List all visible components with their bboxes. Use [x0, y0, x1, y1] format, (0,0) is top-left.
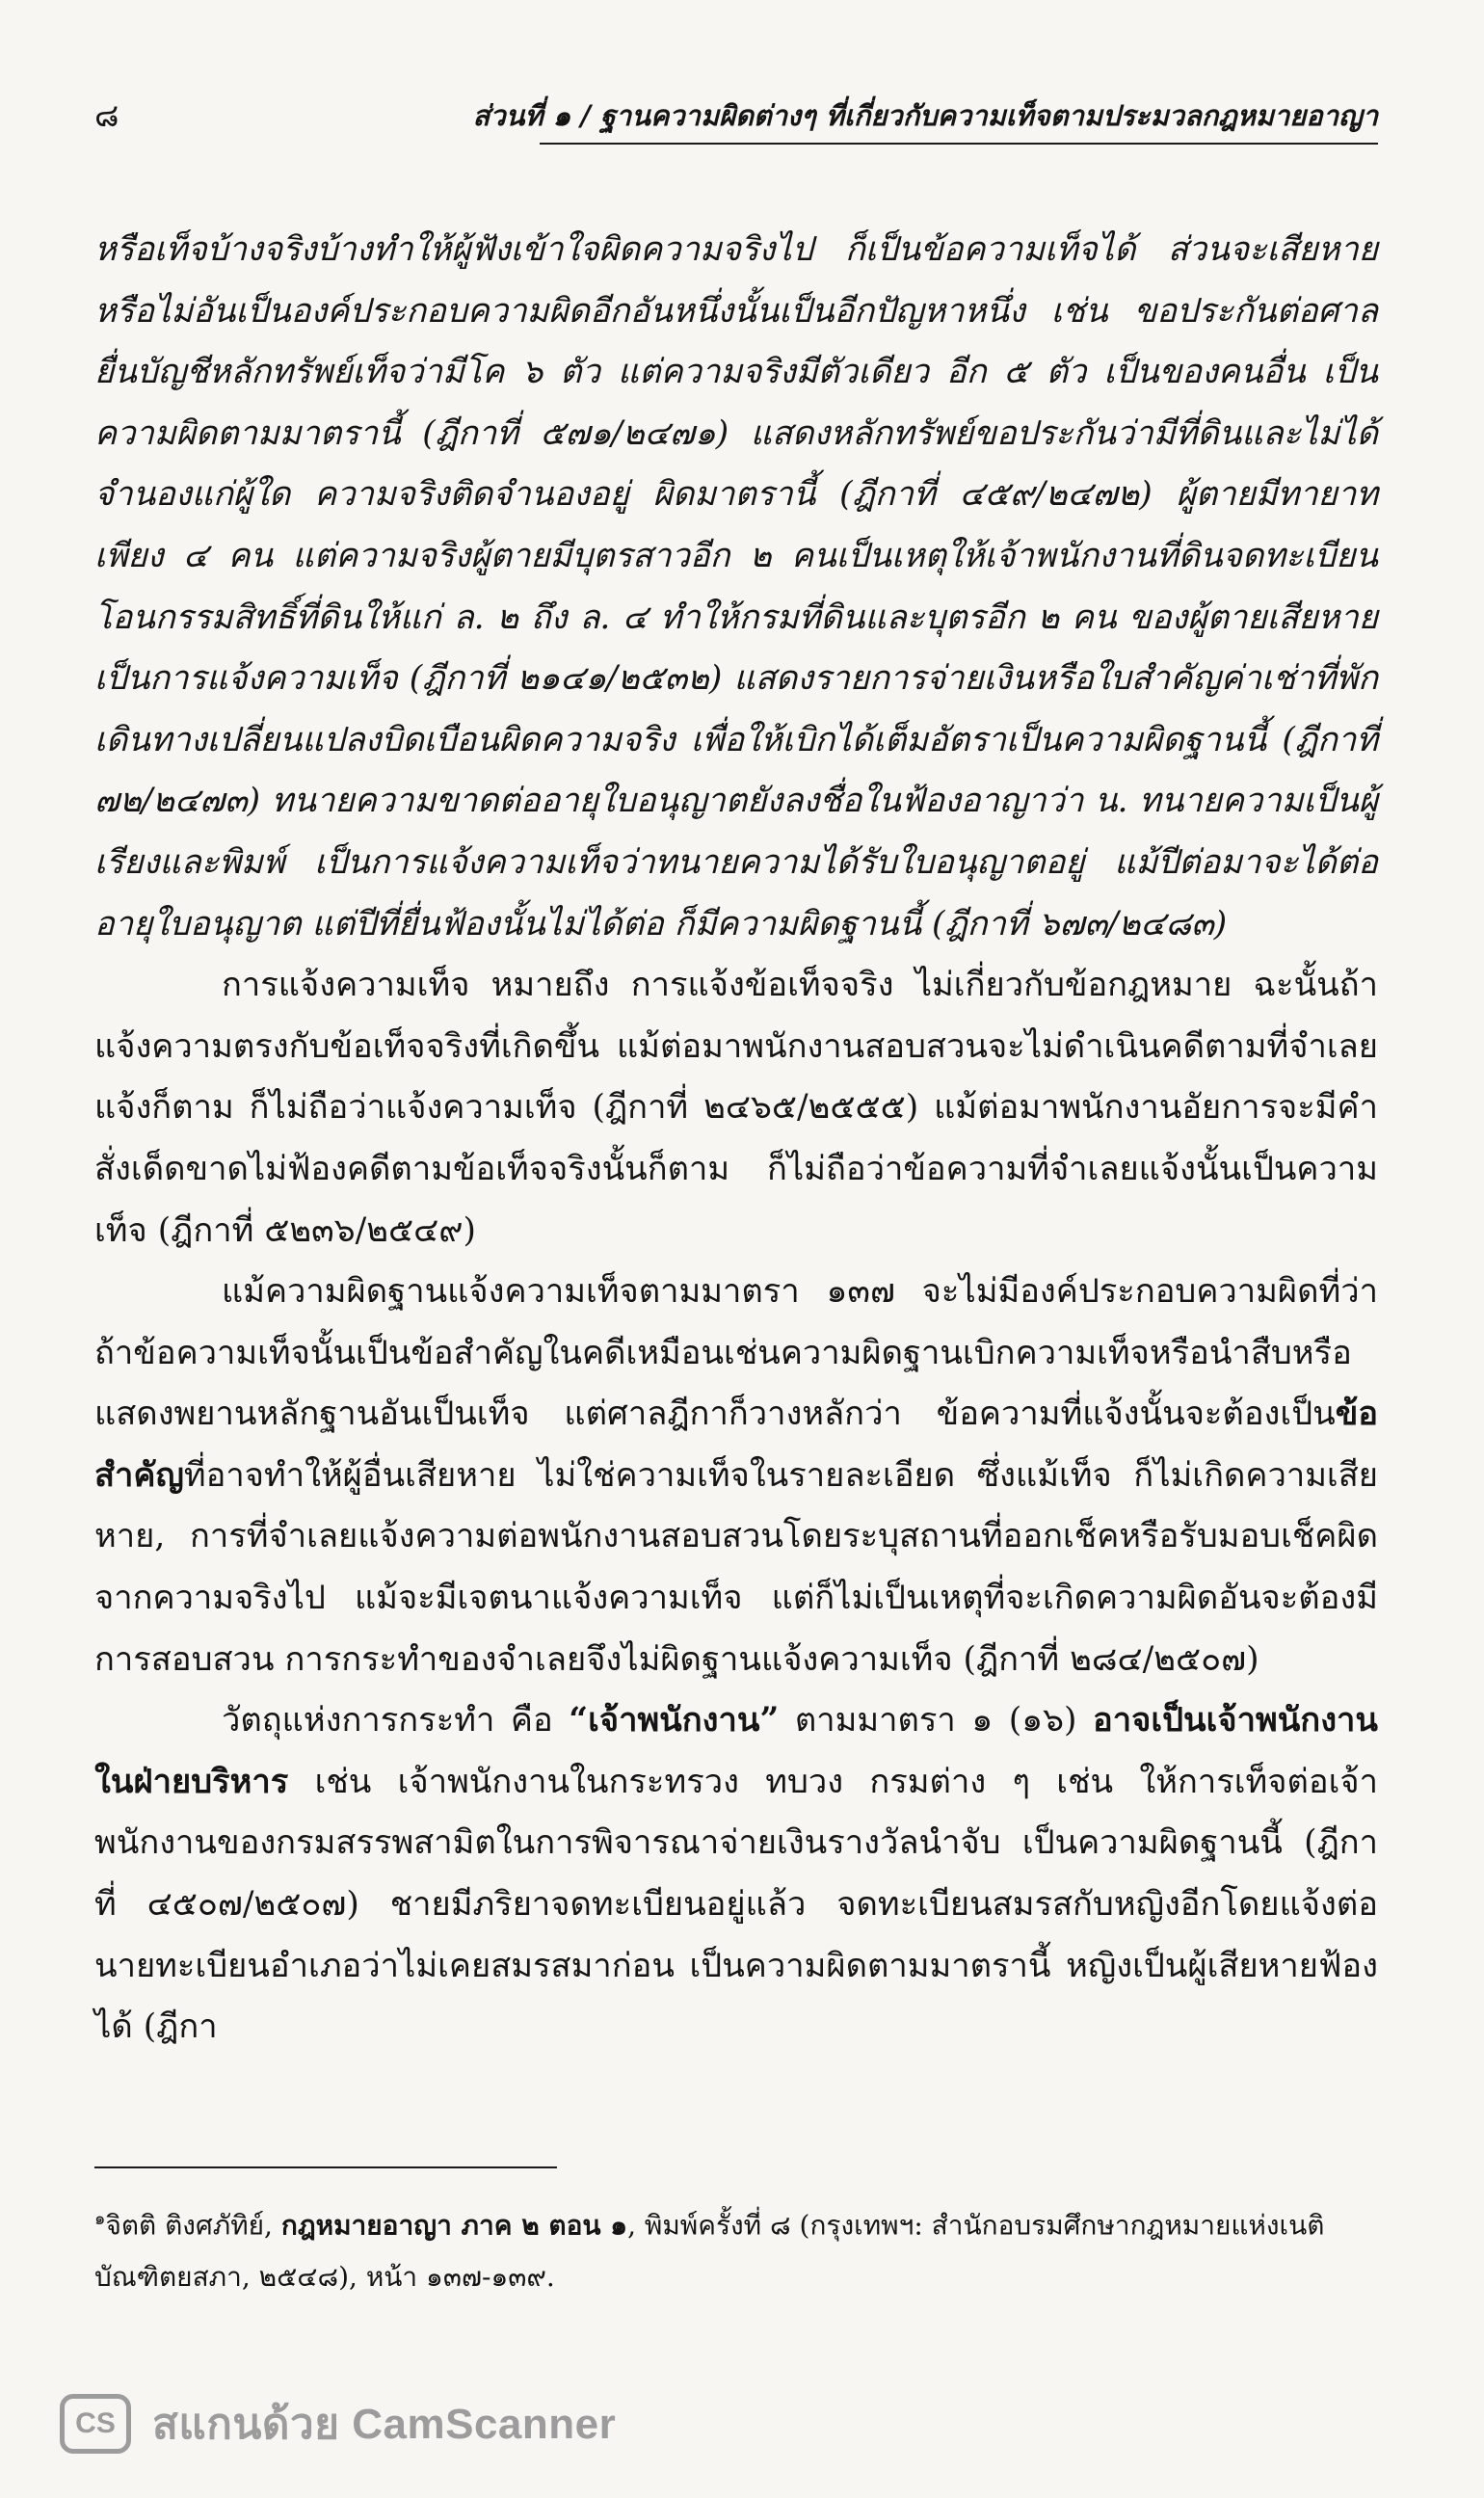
watermark-text: สแกนด้วย CamScanner — [152, 2401, 617, 2448]
paragraph-4-bold-2: อาจเป็นเจ้าพนักงานในฝ่ายบริหาร — [94, 1701, 1378, 1801]
camscanner-watermark — [60, 2390, 616, 2458]
footnote-title: กฎหมายอาญา ภาค ๒ ตอน ๑ — [280, 2209, 628, 2242]
camscanner-logo-icon: CS — [60, 2394, 131, 2454]
page-number: ๘ — [94, 96, 119, 134]
paragraph-4-text-before: วัตถุแห่งการกระทำ คือ — [222, 1701, 570, 1741]
paragraph-4-text-middle: ตามมาตรา ๑ (๑๖) — [779, 1701, 1094, 1741]
paragraph-2: การแจ้งความเท็จ หมายถึง การแจ้งข้อเท็จจริง ไม่เกี่ยวกับข้อกฎหมาย ฉะนั้นถ้าแจ้งความตรงกับข้อเท็จจริงที่เกิดขึ้น แม้ต่อมาพนักงานสอบสวนจะไม่ดำเนินคดีตามที่จำเลยแจ้งก็ตาม ก็ไม่ถือว่าแจ้งความเท็จ (ฎีกาที่ ๒๔๖๕/๒๕๕๕) แม้ต่อมาพนักงานอัยการจะมีคำสั่งเด็ดขาดไม่ฟ้องคดีตามข้อเท็จจริงนั้นก็ตาม ก็ไม่ถือว่าข้อความที่จำเลยแจ้งนั้นเป็นความเท็จ (ฎีกาที่ ๕๒๓๖/๒๕๔๙) — [94, 966, 1378, 1250]
header-rule — [540, 143, 1378, 145]
paragraph-3-bold: ข้อสำคัญ — [94, 1395, 1378, 1495]
paragraph-3 — [94, 1262, 1378, 1690]
footnote-rest: , พิมพ์ครั้งที่ ๘ (กรุงเทพฯ: สำนักอบรมศึกษากฎหมายแห่งเนติบัณฑิตยสภา, ๒๕๔๘), หน้า ๑๓๗-๑๓๙. — [94, 2209, 1325, 2294]
footnote-author: จิตติ ติงศภัทิย์, — [105, 2209, 281, 2242]
paragraph-4-text-after: เช่น เจ้าพนักงานในกระทรวง ทบวง กรมต่าง ๆ เช่น ให้การเท็จต่อเจ้าพนักงานของกรมสรรพสามิตในการพิจารณาจ่ายเงินรางวัลนำจับ เป็นความผิดฐานนี้ (ฎีกาที่ ๔๕๐๗/๒๕๐๗) ชายมีภริยาจดทะเบียนอยู่แล้ว จดทะเบียนสมรสกับหญิงอีกโดยแจ้งต่อนายทะเบียนอำเภอว่าไม่เคยสมรสมาก่อน เป็นความผิดตามมาตรานี้ หญิงเป็นผู้เสียหายฟ้องได้ (ฎีกา — [94, 1762, 1378, 2047]
paragraph-4 — [94, 1690, 1378, 2059]
footnote-marker: ๑ — [94, 2209, 106, 2229]
footnote-rule — [94, 2166, 557, 2168]
footnote — [94, 2193, 1378, 2303]
paragraph-1: หรือเท็จบ้างจริงบ้างทำให้ผู้ฟังเข้าใจผิดความจริงไป ก็เป็นข้อความเท็จได้ ส่วนจะเสียหายหรือไม่อันเป็นองค์ประกอบความผิดอีกอันหนึ่งนั้นเป็นอีกปัญหาหนึ่ง เช่น ขอประกันต่อศาลยื่นบัญชีหลักทรัพย์เท็จว่ามีโค ๖ ตัว แต่ความจริงมีตัวเดียว อีก ๕ ตัว เป็นของคนอื่น เป็นความผิดตามมาตรานี้ (ฎีกาที่ ๕๗๑/๒๔๗๑) แสดงหลักทรัพย์ขอประกันว่ามีที่ดินและไม่ได้จำนองแก่ผู้ใด ความจริงติดจำนองอยู่ ผิดมาตรานี้ (ฎีกาที่ ๔๕๙/๒๔๗๒) ผู้ตายมีทายาทเพียง ๔ คน แต่ความจริงผู้ตายมีบุตรสาวอีก ๒ คนเป็นเหตุให้เจ้าพนักงานที่ดินจดทะเบียนโอนกรรมสิทธิ์ที่ดินให้แก่ ล. ๒ ถึง ล. ๔ ทำให้กรมที่ดินและบุตรอีก ๒ คน ของผู้ตายเสียหายเป็นการแจ้งความเท็จ (ฎีกาที่ ๒๑๔๑/๒๕๓๒) แสดงรายการจ่ายเงินหรือใบสำคัญค่าเช่าที่พักเดินทางเปลี่ยนแปลงบิดเบือนผิดความจริง เพื่อให้เบิกได้เต็มอัตราเป็นความผิดฐานนี้ (ฎีกาที่ ๗๒/๒๔๗๓) ทนายความขาดต่ออายุใบอนุญาตยังลงชื่อในฟ้องอาญาว่า น. ทนายความเป็นผู้เรียงและพิมพ์ เป็นการแจ้งความเท็จว่าทนายความได้รับใบอนุญาตอยู่ แม้ปีต่อมาจะได้ต่ออายุใบอนุญาต แต่ปีที่ยื่นฟ้องนั้นไม่ได้ต่อ ก็มีความผิดฐานนี้ (ฎีกาที่ ๖๗๓/๒๔๘๓) — [94, 230, 1378, 943]
paragraph-3-text-before: แม้ความผิดฐานแจ้งความเท็จตามมาตรา ๑๓๗ จะไม่มีองค์ประกอบความผิดที่ว่าถ้าข้อความเท็จนั้นเป็นข้อสำคัญในคดีเหมือนเช่นความผิดฐานเบิกความเท็จหรือนำสืบหรือแสดงพยานหลักฐานอันเป็นเท็จ แต่ศาลฎีกาก็วางหลักว่า ข้อความที่แจ้งนั้นจะต้องเป็น — [94, 1272, 1378, 1434]
paragraph-4-bold-1: “เจ้าพนักงาน” — [569, 1701, 780, 1741]
paragraph-3-text-after: ที่อาจทำให้ผู้อื่นเสียหาย ไม่ใช่ความเท็จในรายละเอียด ซึ่งแม้เท็จ ก็ไม่เกิดความเสียหาย, การที่จำเลยแจ้งความต่อพนักงานสอบสวนโดยระบุสถานที่ออกเช็คหรือรับมอบเช็คผิดจากความจริงไป แม้จะมีเจตนาแจ้งความเท็จ แต่ก็ไม่เป็นเหตุที่จะเกิดความผิดอันจะต้องมีการสอบสวน การกระทำของจำเลยจึงไม่ผิดฐานแจ้งความเท็จ (ฎีกาที่ ๒๘๔/๒๕๐๗) — [94, 1455, 1378, 1679]
body-text — [94, 220, 1378, 2059]
running-header: ส่วนที่ ๑ / ฐานความผิดต่างๆ ที่เกี่ยวกับความเท็จตามประมวลกฎหมายอาญา — [472, 99, 1378, 132]
